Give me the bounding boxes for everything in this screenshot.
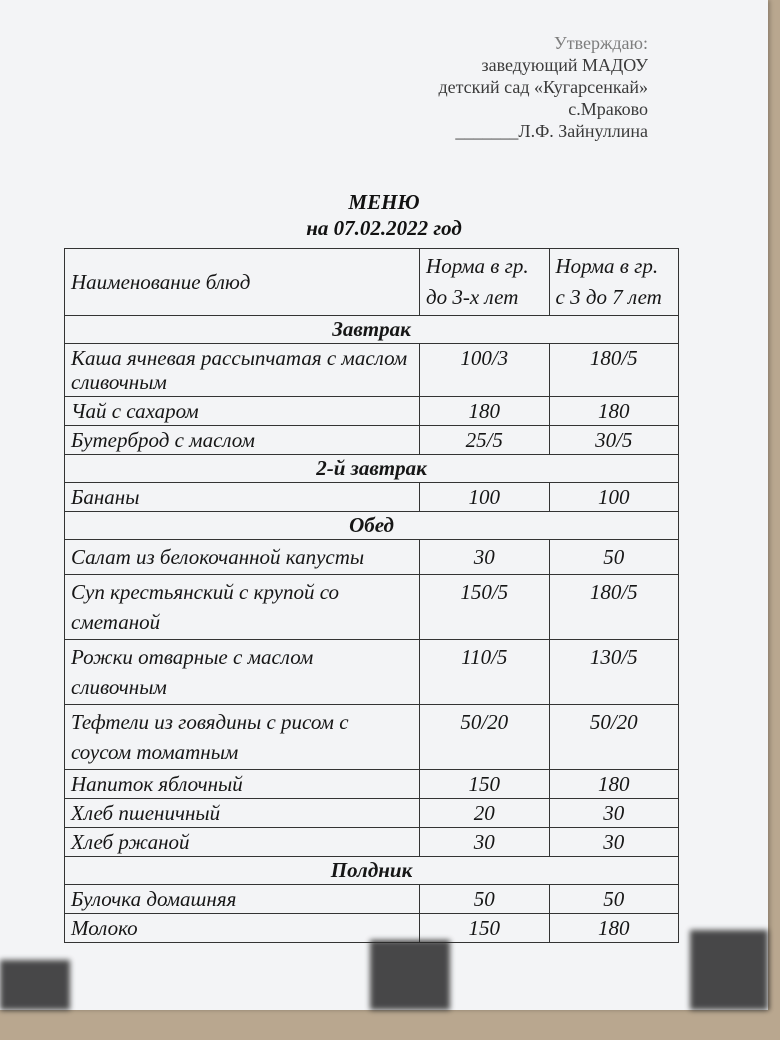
- toner-smudge: [370, 940, 450, 1010]
- section-row: [65, 512, 679, 540]
- table-row: [65, 397, 679, 426]
- dish-name: Напиток яблочный: [65, 770, 420, 799]
- dish-name: Каша ячневая рассыпчатая с маслом сливочным: [65, 344, 420, 397]
- approval-line: заведующий МАДОУ: [481, 55, 648, 75]
- dish-name: Суп крестьянский с крупой со сметаной: [65, 575, 420, 640]
- norm-under-3: 50/20: [420, 705, 549, 770]
- table-row: [65, 575, 679, 640]
- table-row: [65, 885, 679, 914]
- section-title: Завтрак: [65, 316, 679, 344]
- dish-name: Булочка домашняя: [65, 885, 420, 914]
- norm-3-to-7: 100: [549, 483, 679, 512]
- table-header-row: [65, 249, 679, 316]
- table-row: [65, 426, 679, 455]
- norm-under-3: 25/5: [420, 426, 549, 455]
- approval-line: с.Мраково: [568, 99, 648, 119]
- dish-name: Бутерброд с маслом: [65, 426, 420, 455]
- table-row: [65, 640, 679, 705]
- norm-3-to-7: 180/5: [549, 344, 679, 397]
- norm-under-3: 150: [420, 770, 549, 799]
- table-row: [65, 799, 679, 828]
- norm-under-3: 100/3: [420, 344, 549, 397]
- table-row: [65, 483, 679, 512]
- norm-under-3: 50: [420, 885, 549, 914]
- section-title: Обед: [65, 512, 679, 540]
- dish-name: Молоко: [65, 914, 420, 943]
- norm-under-3: 30: [420, 540, 549, 575]
- dish-name: Рожки отварные с маслом сливочным: [65, 640, 420, 705]
- toner-smudge: [690, 930, 768, 1010]
- norm-under-3: 180: [420, 397, 549, 426]
- norm-3-to-7: 180: [549, 914, 679, 943]
- header-norm-under-3: Норма в гр. до 3-х лет: [420, 249, 549, 316]
- approval-block: [288, 32, 648, 142]
- norm-under-3: 150: [420, 914, 549, 943]
- dish-name: Салат из белокочанной капусты: [65, 540, 420, 575]
- norm-3-to-7: 30/5: [549, 426, 679, 455]
- norm-under-3: 30: [420, 828, 549, 857]
- norm-3-to-7: 180: [549, 397, 679, 426]
- norm-3-to-7: 180/5: [549, 575, 679, 640]
- section-title: Полдник: [65, 857, 679, 885]
- section-row: [65, 455, 679, 483]
- approval-line: Утверждаю:: [553, 33, 648, 53]
- norm-3-to-7: 30: [549, 799, 679, 828]
- header-dish-name: Наименование блюд: [65, 249, 420, 316]
- table-row: [65, 344, 679, 397]
- section-row: [65, 857, 679, 885]
- dish-name: Чай с сахаром: [65, 397, 420, 426]
- dish-name: Хлеб ржаной: [65, 828, 420, 857]
- section-title: 2-й завтрак: [65, 455, 679, 483]
- dish-name: Бананы: [65, 483, 420, 512]
- approval-signature-line: _______Л.Ф. Зайнуллина: [455, 121, 648, 141]
- norm-3-to-7: 180: [549, 770, 679, 799]
- table-row: [65, 914, 679, 943]
- approval-line: детский сад «Кугарсенкай»: [438, 77, 648, 97]
- norm-under-3: 110/5: [420, 640, 549, 705]
- table-row: [65, 828, 679, 857]
- menu-date: на 07.02.2022 год: [306, 216, 462, 240]
- toner-smudge: [0, 960, 70, 1010]
- table-row: [65, 540, 679, 575]
- section-row: [65, 316, 679, 344]
- norm-under-3: 150/5: [420, 575, 549, 640]
- menu-title: МЕНЮ: [348, 190, 420, 214]
- menu-table: [64, 248, 679, 943]
- norm-3-to-7: 50/20: [549, 705, 679, 770]
- norm-under-3: 20: [420, 799, 549, 828]
- norm-3-to-7: 50: [549, 540, 679, 575]
- norm-under-3: 100: [420, 483, 549, 512]
- norm-3-to-7: 130/5: [549, 640, 679, 705]
- table-row: [65, 770, 679, 799]
- norm-3-to-7: 50: [549, 885, 679, 914]
- norm-3-to-7: 30: [549, 828, 679, 857]
- header-norm-3-to-7: Норма в гр. с 3 до 7 лет: [549, 249, 679, 316]
- table-row: [65, 705, 679, 770]
- dish-name: Тефтели из говядины с рисом с соусом томатным: [65, 705, 420, 770]
- dish-name: Хлеб пшеничный: [65, 799, 420, 828]
